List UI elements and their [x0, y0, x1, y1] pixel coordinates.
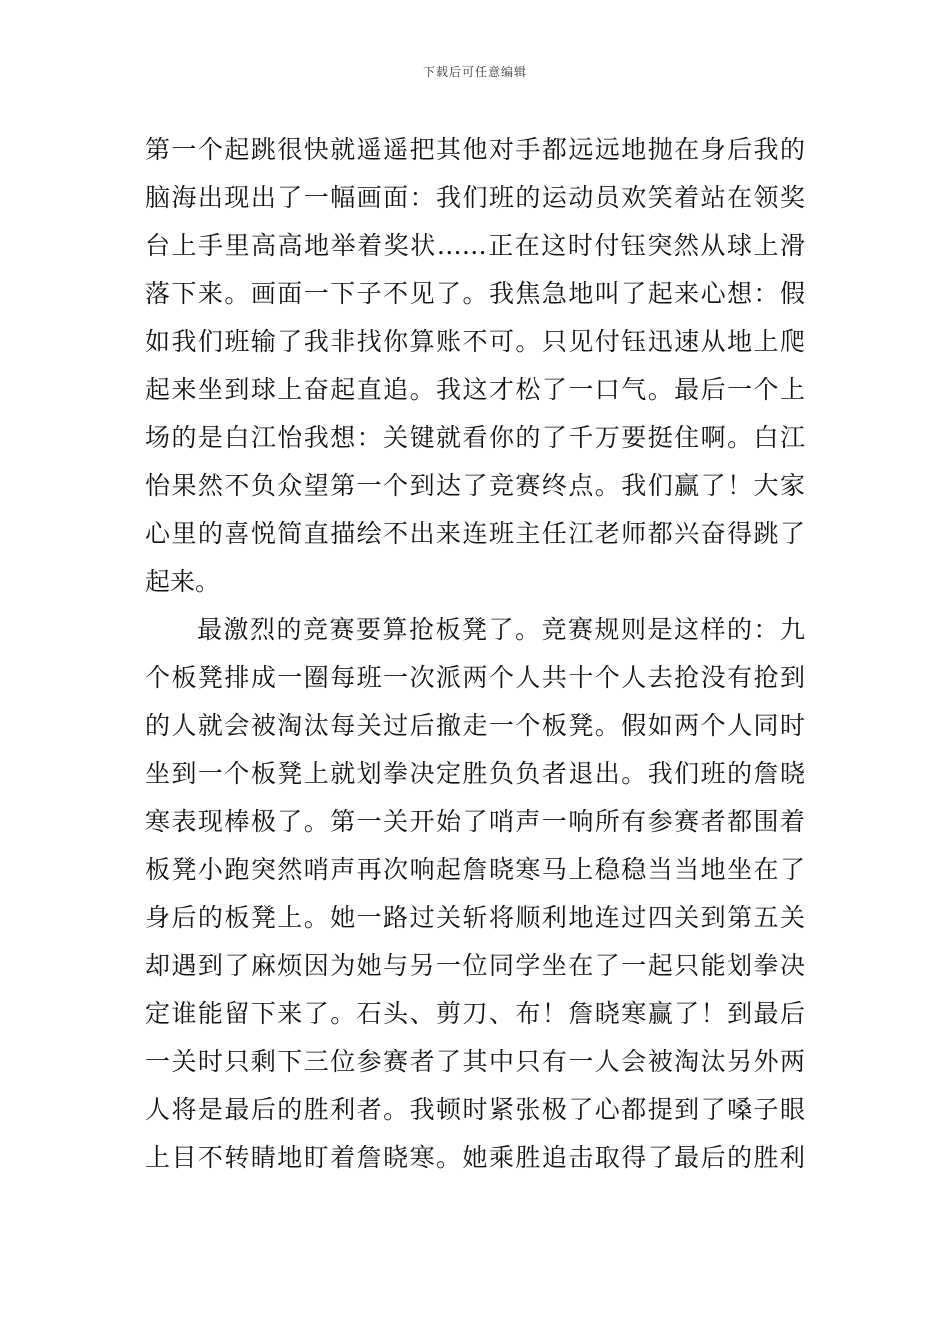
text-line: 的人就会被淘汰每关过后撤走一个板凳。假如两个人同时 — [145, 711, 805, 740]
text-line: 个板凳排成一圈每班一次派两个人共十个人去抢没有抢到 — [145, 663, 805, 692]
text-line: 第一个起跳很快就遥遥把其他对手都远远地抛在身后我的 — [145, 135, 805, 164]
text-line: 心里的喜悦简直描绘不出来连班主任江老师都兴奋得跳了 — [145, 519, 805, 548]
text-line: 一关时只剩下三位参赛者了其中只有一人会被淘汰另外两 — [145, 1047, 805, 1076]
paragraph-1 — [145, 126, 805, 606]
text-line: 板凳小跑突然哨声再次响起詹晓寒马上稳稳当当地坐在了 — [145, 855, 805, 884]
text-line: 怡果然不负众望第一个到达了竞赛终点。我们赢了！大家 — [145, 471, 805, 500]
paragraph-2 — [145, 606, 805, 1182]
text-line: 却遇到了麻烦因为她与另一位同学坐在了一起只能划拳决 — [145, 951, 805, 980]
document-body — [145, 126, 805, 1182]
text-line: 落下来。画面一下子不见了。我焦急地叫了起来心想：假 — [145, 279, 805, 308]
page-header: 下载后可任意编辑 — [422, 65, 527, 79]
text-line: 起来坐到球上奋起直追。我这才松了一口气。最后一个上 — [145, 375, 805, 404]
text-line: 场的是白江怡我想：关键就看你的了千万要挺住啊。白江 — [145, 423, 805, 452]
text-line: 定谁能留下来了。石头、剪刀、布！詹晓寒赢了！到最后 — [145, 999, 805, 1028]
text-line: 最激烈的竞赛要算抢板凳了。竞赛规则是这样的：九 — [197, 615, 805, 644]
text-line: 身后的板凳上。她一路过关斩将顺利地连过四关到第五关 — [145, 903, 805, 932]
text-line: 上目不转睛地盯着詹晓寒。她乘胜追击取得了最后的胜利 — [145, 1143, 805, 1172]
text-line: 寒表现棒极了。第一关开始了哨声一响所有参赛者都围着 — [145, 807, 805, 836]
text-line: 坐到一个板凳上就划拳决定胜负负者退出。我们班的詹晓 — [145, 759, 805, 788]
text-line: 起来。 — [145, 567, 221, 596]
text-line: 人将是最后的胜利者。我顿时紧张极了心都提到了嗓子眼 — [145, 1095, 805, 1124]
text-line: 脑海出现出了一幅画面：我们班的运动员欢笑着站在领奖 — [145, 183, 805, 212]
text-line: 如我们班输了我非找你算账不可。只见付钰迅速从地上爬 — [145, 327, 805, 356]
text-line: 台上手里高高地举着奖状……正在这时付钰突然从球上滑 — [145, 231, 805, 260]
